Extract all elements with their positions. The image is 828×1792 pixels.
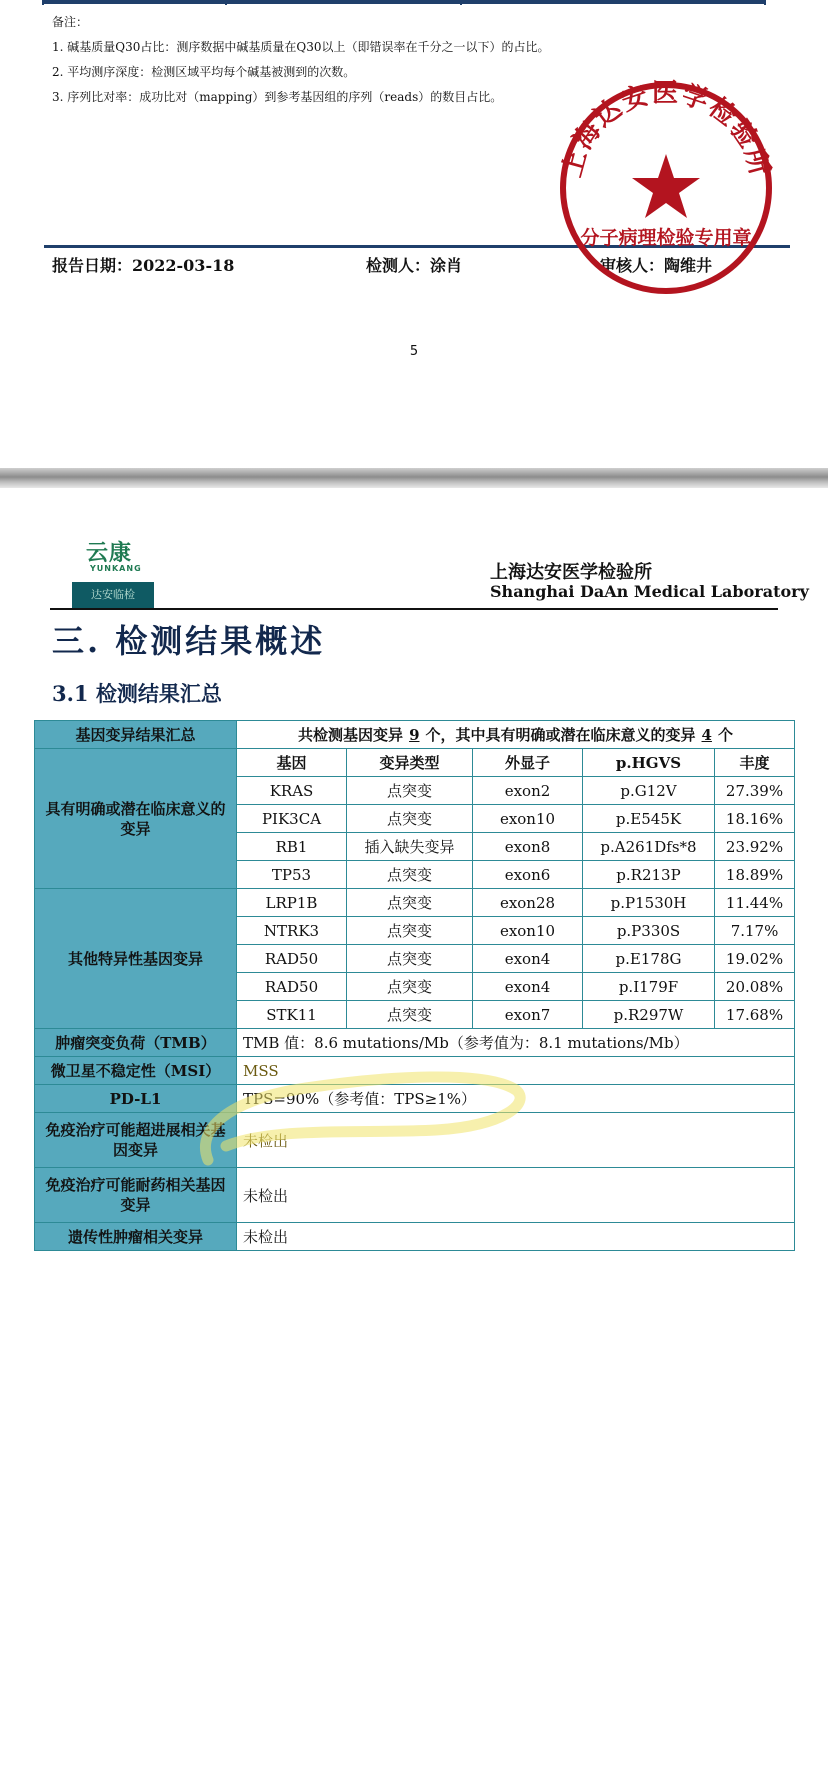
table-row: [35, 1029, 795, 1057]
notes-block: [52, 10, 549, 110]
table-header-row: [35, 749, 795, 777]
reviewer: 审核人：陶维井: [600, 256, 713, 275]
seal-star: [632, 154, 700, 218]
column-header: p.HGVS: [583, 749, 715, 777]
group-other-label: 其他特异性基因变异: [35, 889, 237, 1029]
type-cell: 点突变: [347, 945, 473, 973]
subsection-title: 3.1 检测结果汇总: [52, 681, 222, 706]
exon-cell: exon4: [473, 945, 583, 973]
hgvs-cell: p.R297W: [583, 1001, 715, 1029]
pdl1-label: PD-L1: [35, 1085, 237, 1113]
pdl1-value: TPS=90%（参考值：TPS≥1%）: [237, 1085, 795, 1113]
section-title: 三. 检测结果概述: [52, 622, 326, 660]
abundance-cell: 17.68%: [715, 1001, 795, 1029]
official-seal: [556, 78, 776, 298]
hgvs-cell: p.P330S: [583, 917, 715, 945]
logo-en-text: YUNKANG: [90, 564, 142, 573]
exon-cell: exon2: [473, 777, 583, 805]
resistance-value: 未检出: [237, 1168, 795, 1223]
type-cell: 插入缺失变异: [347, 833, 473, 861]
type-cell: 点突变: [347, 805, 473, 833]
gene-cell: RB1: [237, 833, 347, 861]
abundance-cell: 7.17%: [715, 917, 795, 945]
hyper-progression-label: 免疫治疗可能超进展相关基因变异: [35, 1113, 237, 1168]
gene-cell: LRP1B: [237, 889, 347, 917]
hgvs-cell: p.E545K: [583, 805, 715, 833]
abundance-cell: 19.02%: [715, 945, 795, 973]
highlighter-mark: [186, 1060, 536, 1168]
header-divider: [50, 608, 778, 610]
page-separator: [0, 468, 828, 488]
table-row: [35, 1168, 795, 1223]
abundance-cell: 27.39%: [715, 777, 795, 805]
abundance-cell: 23.92%: [715, 833, 795, 861]
gene-cell: RAD50: [237, 945, 347, 973]
column-header: 丰度: [715, 749, 795, 777]
gene-cell: NTRK3: [237, 917, 347, 945]
note-item: 2. 平均测序深度：检测区域平均每个碱基被测到的次数。: [52, 65, 356, 79]
lab-name-cn: 上海达安医学检验所: [490, 562, 652, 583]
hgvs-cell: p.E178G: [583, 945, 715, 973]
type-cell: 点突变: [347, 777, 473, 805]
hereditary-label: 遗传性肿瘤相关变异: [35, 1223, 237, 1251]
exon-cell: exon7: [473, 1001, 583, 1029]
abundance-cell: 20.08%: [715, 973, 795, 1001]
msi-value: MSS: [237, 1057, 795, 1085]
column-divider: [42, 0, 44, 5]
page-number: 5: [409, 344, 419, 359]
gene-cell: STK11: [237, 1001, 347, 1029]
column-divider: [764, 0, 766, 5]
type-cell: 点突变: [347, 889, 473, 917]
notes-heading: 备注：: [52, 15, 89, 29]
lab-name-en: Shanghai DaAn Medical Laboratory: [490, 582, 809, 601]
exon-cell: exon4: [473, 973, 583, 1001]
gene-cell: TP53: [237, 861, 347, 889]
summary-total: 9: [409, 726, 420, 744]
tmb-value: TMB 值：8.6 mutations/Mb（参考值为：8.1 mutations/Mb）: [237, 1029, 795, 1057]
hgvs-cell: p.P1530H: [583, 889, 715, 917]
summary-suffix: 个: [717, 726, 733, 744]
table-bottom-border: [42, 0, 766, 4]
gene-cell: PIK3CA: [237, 805, 347, 833]
hgvs-cell: p.A261Dfs*8: [583, 833, 715, 861]
column-header: 基因: [237, 749, 347, 777]
column-divider: [460, 0, 462, 5]
summary-mid: 个，其中具有明确或潜在临床意义的变异: [425, 726, 696, 744]
hgvs-cell: p.G12V: [583, 777, 715, 805]
exon-cell: exon8: [473, 833, 583, 861]
gene-cell: RAD50: [237, 973, 347, 1001]
group-clinical-label: 具有明确或潜在临床意义的变异: [35, 749, 237, 889]
hereditary-value: 未检出: [237, 1223, 795, 1251]
tester: 检测人：涂肖: [366, 256, 463, 275]
company-logo: [72, 536, 154, 608]
result-summary-table: [34, 720, 795, 1251]
tmb-label: 肿瘤突变负荷（TMB）: [35, 1029, 237, 1057]
resistance-label: 免疫治疗可能耐药相关基因变异: [35, 1168, 237, 1223]
msi-label: 微卫星不稳定性（MSI）: [35, 1057, 237, 1085]
exon-cell: exon28: [473, 889, 583, 917]
gene-cell: KRAS: [237, 777, 347, 805]
type-cell: 点突变: [347, 1001, 473, 1029]
logo-box-text: 达安临检: [72, 582, 154, 608]
summary-prefix: 共检测基因变异: [298, 726, 404, 744]
hyper-progression-value: 未检出: [237, 1113, 795, 1168]
hgvs-cell: p.I179F: [583, 973, 715, 1001]
abundance-cell: 11.44%: [715, 889, 795, 917]
seal-bottom-text: 分子病理检验专用章: [580, 227, 752, 249]
column-header: 外显子: [473, 749, 583, 777]
type-cell: 点突变: [347, 973, 473, 1001]
summary-label: 基因变异结果汇总: [35, 721, 237, 749]
table-row: [35, 889, 795, 917]
summary-clinical: 4: [701, 726, 712, 744]
column-divider: [225, 0, 227, 5]
exon-cell: exon10: [473, 805, 583, 833]
seal-org-text: 上海达安医学检验所: [557, 78, 775, 181]
hgvs-cell: p.R213P: [583, 861, 715, 889]
table-row: [35, 1223, 795, 1251]
exon-cell: exon10: [473, 917, 583, 945]
column-header: 变异类型: [347, 749, 473, 777]
note-item: 1. 碱基质量Q30占比：测序数据中碱基质量在Q30以上（即错误率在千分之一以下）的占比。: [52, 40, 550, 54]
type-cell: 点突变: [347, 861, 473, 889]
type-cell: 点突变: [347, 917, 473, 945]
exon-cell: exon6: [473, 861, 583, 889]
note-item: 3. 序列比对率：成功比对（mapping）到参考基因组的序列（reads）的数目占比。: [52, 90, 503, 104]
abundance-cell: 18.89%: [715, 861, 795, 889]
table-row: [35, 721, 795, 749]
logo-cn-text: 云康: [86, 541, 133, 566]
summary-text: [237, 721, 795, 749]
abundance-cell: 18.16%: [715, 805, 795, 833]
report-date: 报告日期：2022-03-18: [52, 256, 235, 275]
